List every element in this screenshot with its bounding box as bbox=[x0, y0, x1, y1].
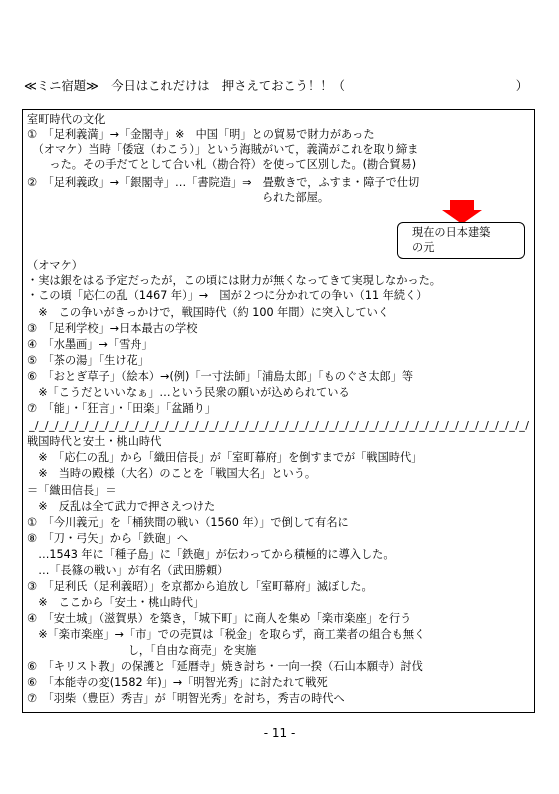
text-line: ※ 当時の殿様（大名）のことを「戦国大名」という。 bbox=[27, 467, 317, 480]
text-line: し，「自由な商売」を実施 bbox=[27, 644, 257, 657]
text-line: ⑥ 「おとぎ草子」（絵本）→(例)「一寸法師」「浦島太郎」「ものぐさ太郎」等 bbox=[27, 370, 414, 383]
text-line: ※ 「応仁の乱」から「織田信長」が「室町幕府」を倒すまでが「戦国時代」 bbox=[27, 451, 423, 464]
text-line: ※ 反乱は全て武力で押さえつけた bbox=[27, 500, 216, 513]
text-line: ※「こうだといいなぁ」…という民衆の願いが込められている bbox=[27, 386, 350, 399]
section-divider: _/_/_/_/_/_/_/_/_/_/_/_/_/_/_/_/_/_/_/_/_/_/_/_/_/_/_/_/_/_/_/_/_/_/_/_/_/_/_/_/_/_/_/_/_/_/_/_/_/_/ bbox=[29, 419, 529, 432]
text-line: ⑤ 「茶の湯」「生け花」 bbox=[27, 354, 149, 367]
text-line: ⑦ 「能」・「狂言」・「田楽」「盆踊り」 bbox=[27, 402, 216, 415]
text-line: …1543 年に「種子島」に「鉄砲」が伝わってから積極的に導入した。 bbox=[27, 548, 395, 561]
text-line: ※「楽市楽座」→「市」での売買は「税金」を取らず，商工業者の組合も無く bbox=[27, 628, 426, 641]
subheading-oda: ＝「織田信長」＝ bbox=[27, 484, 117, 497]
text-line: ② 「足利義政」→「銀閣寺」…「書院造」⇒ 畳敷きで，ふすま・障子で仕切 bbox=[27, 176, 420, 189]
header-text: ≪ミニ宿題≫ 今日はこれだけは 押さえておこう！！（ bbox=[24, 79, 345, 93]
text-line: ③ 「足利氏（足利義昭）」を京都から追放し「室町幕府」滅ぼした。 bbox=[27, 580, 373, 593]
text-line: …「長篠の戦い」が有名（武田勝頼） bbox=[27, 564, 229, 577]
text-line: ※ ここから「安土・桃山時代」 bbox=[27, 596, 205, 609]
text-line: ・この頃「応仁の乱（1467 年）」→ 国が２つに分かれての争い（11 年続く） bbox=[27, 289, 428, 302]
text-line: ・実は銀をはる予定だったが，この頃には財力が無くなってきて実現しなかった。 bbox=[27, 274, 441, 287]
header-close-paren: ） bbox=[515, 79, 528, 93]
text-line: ⑧ 「刀・弓矢」から「鉄砲」へ bbox=[27, 532, 189, 545]
text-line: ① 「今川義元」を「桶狭間の戦い（1560 年）」で倒して有名に bbox=[27, 516, 349, 529]
text-line: ⑥ 「本能寺の変(1582 年)」→「明智光秀」に討たれて戦死 bbox=[27, 676, 328, 689]
text-line: ④ 「水墨画」→「雪舟」 bbox=[27, 338, 153, 351]
text-line: （オマケ）当時「倭寇（わこう）」という海賊がいて，義満がこれを取り締ま bbox=[27, 143, 419, 156]
homework-header bbox=[24, 79, 534, 94]
page-number: - 11 - bbox=[263, 726, 296, 740]
text-line: られた部屋。 bbox=[27, 191, 330, 204]
text-line: （オマケ） bbox=[27, 259, 83, 272]
text-line: ※ この争いがきっかけで，戦国時代（約 100 年間）に突入していく bbox=[27, 306, 390, 319]
text-line: ① 「足利義満」→「金閣寺」※ 中国「明」との貿易で財力があった bbox=[27, 128, 375, 141]
text-line: ③ 「足利学校」→日本最古の学校 bbox=[27, 322, 198, 335]
text-line: った。その手だてとして合い札（勘合符）を使って区別した。(勘合貿易) bbox=[27, 158, 417, 171]
text-line: ⑥ 「キリスト教」の保護と「延暦寺」焼き討ち・一向一揆（石山本願寺）討伐 bbox=[27, 660, 423, 673]
callout-box bbox=[397, 222, 525, 259]
callout-line: 現在の日本建築 bbox=[412, 226, 491, 239]
section-heading-muromachi: 室町時代の文化 bbox=[27, 113, 106, 126]
text-line: ⑦ 「羽柴（豊臣）秀吉」が「明智光秀」を討ち，秀吉の時代へ bbox=[27, 692, 345, 705]
callout-line: の元 bbox=[412, 241, 435, 254]
text-line: ④ 「安土城」（滋賀県）を築き，「城下町」に商人を集め「楽市楽座」を行う bbox=[27, 612, 412, 625]
down-arrow-icon bbox=[442, 200, 482, 224]
section-heading-sengoku: 戦国時代と安土・桃山時代 bbox=[27, 435, 162, 448]
